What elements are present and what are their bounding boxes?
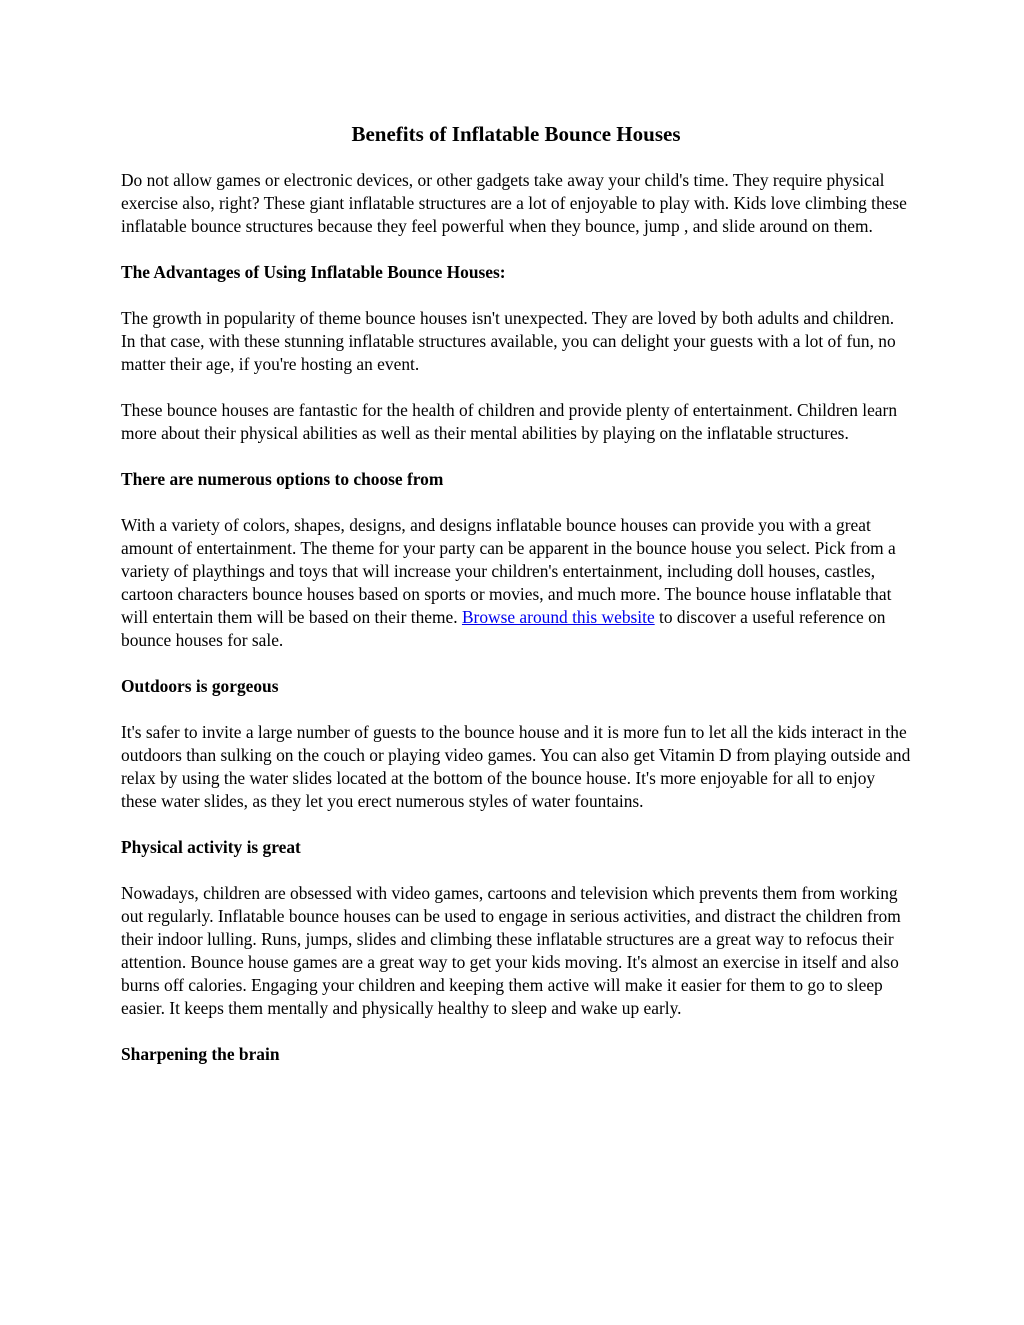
section-heading-outdoors: Outdoors is gorgeous — [121, 676, 279, 696]
options-text-after-link: to discover a useful reference on bounce houses for sale. — [121, 607, 886, 650]
document-title: Benefits of Inflatable Bounce Houses — [351, 122, 681, 146]
intro-paragraph: Do not allow games or electronic devices, or other gadgets take away your child's time. They require physical exercise also, right? These giant inflatable structures are a lot of enjoyable to play with. Kids love climbing these inflatable bounce structures because they feel powerful when they bounce, jump , and slide around on them. — [121, 170, 907, 236]
section-heading-advantages: The Advantages of Using Inflatable Bounce Houses: — [121, 262, 506, 282]
outdoors-paragraph: It's safer to invite a large number of guests to the bounce house and it is more fun to let all the kids interact in the outdoors than sulking on the couch or playing video games. You can also get Vitamin D from playing outside and relax by using the water slides located at the bottom of the bounce house. It's more enjoyable for all to enjoy these water slides, as they let you erect numerous styles of water fountains. — [121, 722, 911, 811]
section-heading-physical-activity: Physical activity is great — [121, 837, 301, 857]
advantages-paragraph-1: The growth in popularity of theme bounce houses isn't unexpected. They are loved by both adults and children. In that case, with these stunning inflatable structures available, you can delight your guests with a lot of fun, no matter their age, if you're hosting an event. — [121, 308, 896, 374]
options-paragraph — [121, 514, 911, 652]
section-heading-sharpening-brain: Sharpening the brain — [121, 1044, 280, 1064]
document-page — [121, 120, 911, 1089]
physical-activity-paragraph: Nowadays, children are obsessed with video games, cartoons and television which prevents them from working out regularly. Inflatable bounce houses can be used to engage in serious activities, and distract the children from their indoor lulling. Runs, jumps, slides and climbing these inflatable structures are a great way to refocus their attention. Bounce house games are a great way to get your kids moving. It's almost an exercise in itself and also burns off calories. Engaging your children and keeping them active will make it easier for them to go to sleep easier. It keeps them mentally and physically healthy to sleep and wake up early. — [121, 883, 901, 1018]
advantages-paragraph-2: These bounce houses are fantastic for the health of children and provide plenty of entertainment. Children learn more about their physical abilities as well as their mental abilities by playing on the inflatable structures. — [121, 400, 898, 443]
browse-website-link[interactable]: Browse around this website — [461, 607, 655, 627]
options-text-before-link: With a variety of colors, shapes, designs, and designs inflatable bounce houses can provide you with a great amount of entertainment. The theme for your party can be apparent in the bounce house you select. Pick from a variety of playthings and toys that will increase your children's entertainment, including doll houses, castles, cartoon characters bounce houses based on sports or movies, and much more. The bounce house inflatable that will entertain them will be based on their theme. — [121, 515, 896, 627]
section-heading-options: There are numerous options to choose from — [121, 469, 444, 489]
